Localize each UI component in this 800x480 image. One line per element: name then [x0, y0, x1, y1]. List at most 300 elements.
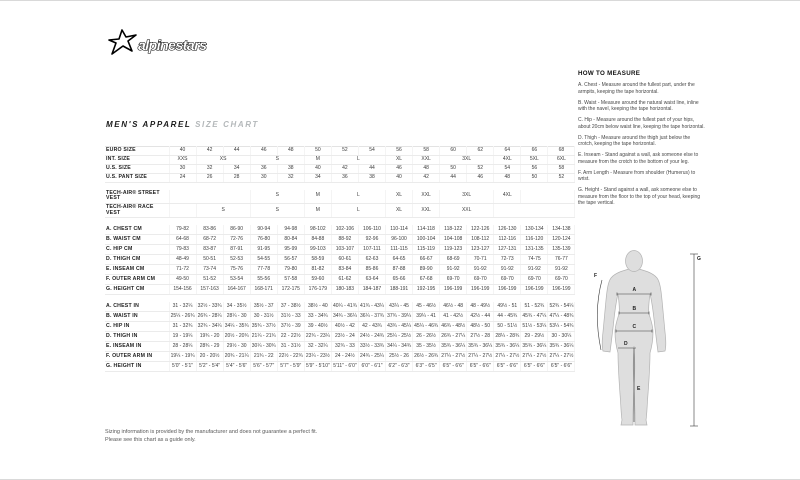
size-cell: 91-95	[250, 245, 277, 255]
size-cell: 99-103	[304, 245, 331, 255]
measure-item: D. Thigh - Measure around the thigh just below the crotch, keeping the tape horizontal.	[578, 134, 691, 147]
size-cell: 79-82	[169, 225, 196, 235]
table-row	[105, 322, 575, 332]
size-cell: 59-60	[304, 275, 331, 285]
size-cell: 32 - 32¼	[304, 342, 331, 352]
size-cell: XS	[196, 156, 250, 165]
size-cell: 52	[467, 165, 494, 174]
row-label: B. WAIST CM	[105, 235, 169, 245]
size-cell: 5'11" - 6'0"	[331, 362, 358, 372]
size-cell: 85-86	[358, 265, 385, 275]
size-cell: 196-199	[548, 285, 575, 295]
size-cell: 90-94	[250, 225, 277, 235]
size-cell: 72-73	[494, 255, 521, 265]
size-cell: 50	[521, 174, 548, 183]
row-label: TECH-AIR® RACE VEST	[105, 203, 169, 217]
size-cell: 104-108	[440, 235, 467, 245]
size-cell: 27½ - 28	[467, 332, 494, 342]
size-cell: 119-123	[440, 245, 467, 255]
size-cell: 69-70	[521, 275, 548, 285]
size-cell: 164-167	[223, 285, 250, 295]
size-cell: 20¾ - 21¼	[223, 352, 250, 362]
size-cell: 110-114	[386, 225, 413, 235]
size-cell: L	[331, 190, 385, 204]
diagram-label-arm: F	[594, 273, 598, 279]
size-cell: 60	[440, 147, 467, 156]
size-cell: 26¾ - 28¼	[196, 312, 223, 322]
size-cell: 69-70	[494, 275, 521, 285]
size-cell: 4XL	[494, 190, 521, 204]
size-cell: 26½ - 26¾	[413, 352, 440, 362]
footer-disclaimer	[105, 429, 317, 445]
size-cell: 83-86	[196, 225, 223, 235]
size-cell: 91-92	[494, 265, 521, 275]
size-cell: 36	[250, 165, 277, 174]
size-cell: 118-122	[440, 225, 467, 235]
size-cell: 48	[277, 147, 304, 156]
size-cell: 4XL	[494, 156, 521, 165]
size-cell: 67-68	[413, 275, 440, 285]
size-cell: 48 - 49½	[467, 302, 494, 312]
size-cell: 30 - 30¼	[548, 332, 575, 342]
size-cell: XXS	[169, 156, 196, 165]
size-cell: 39¼ - 41	[413, 312, 440, 322]
table-spacer-row	[105, 295, 575, 302]
table-spacer-row	[105, 218, 575, 225]
size-cell: 41¾ - 43¼	[358, 302, 385, 312]
size-cell: 27¼ - 27½	[467, 352, 494, 362]
size-cell: 81-82	[304, 265, 331, 275]
table-row	[105, 235, 575, 245]
size-cell: 3XL	[440, 156, 494, 165]
row-label: U.S. SIZE	[105, 165, 169, 174]
size-cell: 120-124	[548, 235, 575, 245]
size-cell: 49-50	[169, 275, 196, 285]
size-cell: 48-49	[169, 255, 196, 265]
size-cell: 24 - 24½	[331, 352, 358, 362]
size-cell: 35¾ - 37½	[250, 322, 277, 332]
size-cell: 27¼ - 27½	[548, 352, 575, 362]
title-sub: SIZE CHART	[195, 120, 259, 129]
how-to-measure-heading: HOW TO MEASURE	[578, 70, 641, 77]
size-cell: 23½ - 24	[331, 332, 358, 342]
table-row	[105, 302, 575, 312]
table-row	[105, 342, 575, 352]
size-cell: 26¾ - 27¼	[440, 332, 467, 342]
measure-item: F. Arm Length - Measure from shoulder (Humerus) to wrist.	[578, 169, 696, 182]
size-cell: 27¼ - 27½	[440, 352, 467, 362]
table-row	[105, 156, 575, 165]
row-label: E. INSEAM CM	[105, 265, 169, 275]
size-cell: 23¼ - 23½	[304, 352, 331, 362]
size-cell: 68	[548, 147, 575, 156]
size-cell: 62	[467, 147, 494, 156]
size-cell: 188-191	[386, 285, 413, 295]
size-cell: 35¾ - 36¼	[440, 342, 467, 352]
size-cell: 5'9" - 5'10"	[304, 362, 331, 372]
size-cell: 30 - 31½	[250, 312, 277, 322]
spacer-cell	[105, 295, 575, 302]
table-row	[105, 225, 575, 235]
size-cell: 31 - 32¼	[169, 302, 196, 312]
size-cell: 30	[250, 174, 277, 183]
size-cell	[169, 203, 196, 217]
size-cell: 168-171	[250, 285, 277, 295]
size-cell: 51-52	[196, 275, 223, 285]
size-cell: 130-134	[521, 225, 548, 235]
row-label: G. HEIGHT IN	[105, 362, 169, 372]
size-cell: 53-54	[223, 275, 250, 285]
table-row	[105, 352, 575, 362]
size-cell: 29½ - 30	[223, 342, 250, 352]
footer-line-1: Sizing information is provided by the manufacturer and does not guarantee a perfect fit.	[105, 429, 318, 435]
size-cell: 35½ - 37	[250, 302, 277, 312]
size-cell: 51 - 52¾	[521, 302, 548, 312]
size-cell: 35¾ - 36¼	[548, 342, 575, 352]
size-cell: 116-120	[521, 235, 548, 245]
size-cell: 65-66	[386, 275, 413, 285]
size-cell: 34	[223, 165, 250, 174]
size-cell: 69-70	[548, 275, 575, 285]
size-cell: 102-106	[331, 225, 358, 235]
page-top-rule	[0, 0, 800, 1]
size-cell: 21¾ - 22	[250, 352, 277, 362]
size-cell: 92-96	[358, 235, 385, 245]
size-cell: 55-56	[250, 275, 277, 285]
size-cell: 28 - 28¼	[169, 342, 196, 352]
size-cell: 52¾ - 54¼	[548, 302, 575, 312]
size-cell: 196-199	[467, 285, 494, 295]
size-cell: 24	[169, 174, 196, 183]
size-cell: S	[250, 156, 304, 165]
row-label: EURO SIZE	[105, 147, 169, 156]
diagram-label-waist: B	[632, 306, 637, 312]
alpinestars-logo-icon	[108, 28, 238, 62]
measure-item: E. Inseam - Stand against a wall, ask someone else to measure from the crotch to the bottom of your leg.	[578, 152, 699, 165]
row-label: U.S. PANT SIZE	[105, 174, 169, 183]
size-cell: XL	[386, 156, 413, 165]
size-cell: 111-115	[386, 245, 413, 255]
size-cell: XXL	[413, 190, 440, 204]
size-cell: 28¼ - 30	[223, 312, 250, 322]
footer-line-2: Please see this chart as a guide only.	[105, 436, 196, 443]
size-cell: 64-68	[169, 235, 196, 245]
size-cell: 19¾ - 20	[196, 332, 223, 342]
size-cell: 25½ - 26	[386, 352, 413, 362]
size-cell: 38	[277, 165, 304, 174]
size-cell: 31½ - 33	[277, 312, 304, 322]
row-label: D. THIGH CM	[105, 255, 169, 265]
size-cell: 196-199	[521, 285, 548, 295]
size-cell: 73-74	[196, 265, 223, 275]
size-cell: 83-87	[196, 245, 223, 255]
size-cell: 91-92	[440, 265, 467, 275]
size-cell: XL	[386, 190, 413, 204]
measure-list	[578, 82, 706, 207]
size-cell: 50	[304, 147, 331, 156]
size-cell: 24¾ - 25¼	[358, 352, 385, 362]
size-cell: 50-51	[196, 255, 223, 265]
size-cell: 135-139	[548, 245, 575, 255]
row-label: A. CHEST CM	[105, 225, 169, 235]
size-cell: 33 - 34¾	[304, 312, 331, 322]
size-cell: 37½ - 39	[277, 322, 304, 332]
size-cell: 34 - 35½	[223, 302, 250, 312]
row-label: C. HIP IN	[105, 322, 169, 332]
size-cell: 35¾ - 36¼	[494, 342, 521, 352]
size-cell: XXL	[413, 203, 440, 217]
size-cell: 28¾ - 29	[196, 342, 223, 352]
size-cell: 56	[521, 165, 548, 174]
size-cell: 79-80	[277, 265, 304, 275]
size-cell: 25¼ - 26¾	[169, 312, 196, 322]
table-row	[105, 265, 575, 275]
size-cell: 54	[358, 147, 385, 156]
table-row	[105, 275, 575, 285]
size-cell: 98-102	[304, 225, 331, 235]
size-cell: 134-138	[548, 225, 575, 235]
size-cell: 6'5" - 6'6"	[440, 362, 467, 372]
size-cell: 86-90	[223, 225, 250, 235]
title-main: MEN'S APPAREL	[106, 120, 192, 129]
size-cell: 40½ - 42	[331, 322, 358, 332]
size-cell: 42½ - 44	[467, 312, 494, 322]
size-cell: 6'5" - 6'6"	[467, 362, 494, 372]
size-cell: 40¼ - 41¾	[331, 302, 358, 312]
size-cell: 64	[494, 147, 521, 156]
size-cell: 31 - 32¾	[169, 322, 196, 332]
body-figure-icon	[582, 250, 704, 432]
spacer-cell	[105, 218, 575, 225]
row-label: TECH-AIR® STREET VEST	[105, 190, 169, 204]
table-row	[105, 190, 575, 204]
size-cell: 57-58	[277, 275, 304, 285]
size-cell: 51½ - 53¼	[521, 322, 548, 332]
size-cell: 29 - 29½	[521, 332, 548, 342]
size-cell: 5'2" - 5'4"	[196, 362, 223, 372]
size-cell: 32¾ - 33	[331, 342, 358, 352]
size-cell: 19¼ - 19¾	[169, 352, 196, 362]
size-cell: 35 - 35½	[413, 342, 440, 352]
size-cell: 42	[331, 165, 358, 174]
alpinestars-logo	[108, 28, 238, 62]
table-row	[105, 245, 575, 255]
row-label: INT. SIZE	[105, 156, 169, 165]
size-cell: 35¾ - 36¼	[467, 342, 494, 352]
measure-item: B. Waist - Measure around the natural waist line, inline with the navel, keeping the tape horizontal.	[578, 99, 699, 112]
size-cell: 87-88	[386, 265, 413, 275]
row-label: C. HIP CM	[105, 245, 169, 255]
size-cell: 31 - 31½	[277, 342, 304, 352]
size-cell: 36¼ - 37¾	[358, 312, 385, 322]
size-cell: 176-179	[304, 285, 331, 295]
size-cell: 48½ - 50	[467, 322, 494, 332]
size-cell: 196-199	[494, 285, 521, 295]
size-cell: 27¼ - 27½	[494, 352, 521, 362]
size-cell: 196-199	[440, 285, 467, 295]
size-cell: 49½ - 51	[494, 302, 521, 312]
size-cell: 44	[440, 174, 467, 183]
size-cell: 34¼ - 34¾	[386, 342, 413, 352]
size-cell: 46	[467, 174, 494, 183]
size-cell: 47¼ - 48¾	[548, 312, 575, 322]
size-cell: 6XL	[548, 156, 575, 165]
size-cell: 94-98	[277, 225, 304, 235]
size-cell	[494, 203, 575, 217]
table-row	[105, 255, 575, 265]
table-row	[105, 285, 575, 295]
table-row	[105, 203, 575, 217]
size-cell: S	[250, 203, 304, 217]
diagram-label-height: G	[697, 256, 701, 262]
size-cell: 6'3" - 6'5"	[413, 362, 440, 372]
size-cell: 48	[413, 165, 440, 174]
table-row	[105, 362, 575, 372]
size-cell: 54	[494, 165, 521, 174]
size-cell: 38½ - 40	[304, 302, 331, 312]
row-label: F. OUTER ARM IN	[105, 352, 169, 362]
size-cell: 68-72	[196, 235, 223, 245]
size-cell: 38	[358, 174, 385, 183]
size-cell: 6'0" - 6'1"	[358, 362, 385, 372]
row-label: A. CHEST IN	[105, 302, 169, 312]
size-cell: 43¾ - 45¼	[386, 322, 413, 332]
size-cell: 6'5" - 6'6"	[521, 362, 548, 372]
size-cell: 96-100	[386, 235, 413, 245]
size-cell: 21¼ - 21¾	[250, 332, 277, 342]
size-cell: 112-116	[494, 235, 521, 245]
size-cell: XXL	[440, 203, 494, 217]
size-cell: 79-83	[169, 245, 196, 255]
size-cell: 45 - 46½	[413, 302, 440, 312]
size-cell: 20 - 20½	[196, 352, 223, 362]
size-cell: 114-118	[413, 225, 440, 235]
size-cell: 42	[413, 174, 440, 183]
table-row	[105, 165, 575, 174]
size-cell: 33½ - 33¾	[358, 342, 385, 352]
size-cell: 154-156	[169, 285, 196, 295]
diagram-label-thigh: D	[624, 341, 628, 347]
size-cell: 34	[304, 174, 331, 183]
size-cell: 95-99	[277, 245, 304, 255]
body-diagram	[582, 250, 704, 432]
size-cell: 58	[413, 147, 440, 156]
size-cell: 89-90	[413, 265, 440, 275]
size-cell: 46½ - 48	[440, 302, 467, 312]
size-cell: 69-70	[440, 275, 467, 285]
size-cell: 66	[521, 147, 548, 156]
size-cell: 42 - 43¾	[358, 322, 385, 332]
size-cell: 46¾ - 48½	[440, 322, 467, 332]
size-cell: 56	[386, 147, 413, 156]
table-spacer-row	[105, 183, 575, 190]
size-cell: 39 - 40½	[304, 322, 331, 332]
size-cell: M	[304, 156, 331, 165]
size-cell: 50	[440, 165, 467, 174]
size-cell: 157-163	[196, 285, 223, 295]
size-cell: 40	[386, 174, 413, 183]
size-cell: 74-75	[521, 255, 548, 265]
size-cell: 45¼ - 46¾	[413, 322, 440, 332]
size-cell: 126-130	[494, 225, 521, 235]
size-cell: 77-78	[250, 265, 277, 275]
size-cell: 91-92	[467, 265, 494, 275]
size-table-wrap	[105, 146, 575, 372]
size-cell: 37¾ - 39¼	[386, 312, 413, 322]
size-cell: 88-92	[331, 235, 358, 245]
size-cell: 27¼ - 27½	[521, 352, 548, 362]
size-cell: 180-183	[331, 285, 358, 295]
size-cell: 19 - 19¼	[169, 332, 196, 342]
size-cell: 184-187	[358, 285, 385, 295]
size-cell: 60-61	[331, 255, 358, 265]
row-label: F. OUTER ARM CM	[105, 275, 169, 285]
size-cell: 26 - 26½	[413, 332, 440, 342]
size-cell: 5XL	[521, 156, 548, 165]
row-label: E. INSEAM IN	[105, 342, 169, 352]
size-cell: 100-104	[413, 235, 440, 245]
size-cell: 58-59	[304, 255, 331, 265]
size-cell: 75-76	[223, 265, 250, 275]
size-cell: 108-112	[467, 235, 494, 245]
size-table	[105, 146, 575, 372]
size-cell: 72-76	[223, 235, 250, 245]
size-cell: 6'5" - 6'6"	[548, 362, 575, 372]
size-cell	[169, 190, 250, 204]
size-cell: 34¼ - 35¾	[223, 322, 250, 332]
size-cell: 22¾ - 23¼	[304, 332, 331, 342]
size-cell: 43¼ - 45	[386, 302, 413, 312]
size-cell: XXL	[413, 156, 440, 165]
size-cell: 46	[386, 165, 413, 174]
size-cell: 64-65	[386, 255, 413, 265]
size-cell: 87-91	[223, 245, 250, 255]
size-cell: 52-53	[223, 255, 250, 265]
size-cell: 52	[548, 174, 575, 183]
size-cell: 80-84	[277, 235, 304, 245]
size-cell: 36	[331, 174, 358, 183]
row-label: B. WAIST IN	[105, 312, 169, 322]
size-cell: M	[304, 203, 331, 217]
size-cell: 192-195	[413, 285, 440, 295]
how-to-measure-panel	[578, 70, 706, 211]
size-cell: 115-119	[413, 245, 440, 255]
size-cell: 53¼ - 54¾	[548, 322, 575, 332]
size-cell: 52	[331, 147, 358, 156]
size-cell: 25¼ - 25½	[386, 332, 413, 342]
size-cell: 62-63	[358, 255, 385, 265]
row-label: G. HEIGHT CM	[105, 285, 169, 295]
size-cell: 5'6" - 5'7"	[250, 362, 277, 372]
table-row	[105, 332, 575, 342]
logo-wordmark: alpinestars	[138, 37, 207, 53]
table-row	[105, 312, 575, 322]
size-cell: 122-126	[467, 225, 494, 235]
size-cell: 84-88	[304, 235, 331, 245]
size-cell: XL	[386, 203, 413, 217]
size-cell: 131-135	[521, 245, 548, 255]
size-cell: 61-62	[331, 275, 358, 285]
size-cell: 123-127	[467, 245, 494, 255]
size-cell: 6'5" - 6'6"	[494, 362, 521, 372]
size-cell	[521, 190, 575, 204]
size-cell: 32½ - 33¾	[196, 302, 223, 312]
size-cell: 103-107	[331, 245, 358, 255]
measure-item: C. Hip - Measure around the fullest part of your hips, about 20cm below waist line, keeping the tape horizontal.	[578, 117, 705, 130]
size-cell: 5'0" - 5'1"	[169, 362, 196, 372]
size-cell: 68-69	[440, 255, 467, 265]
measure-item: G. Height - Stand against a wall, ask someone else to measure from the floor to the top of your head, keeping the tape vertical.	[578, 187, 701, 206]
